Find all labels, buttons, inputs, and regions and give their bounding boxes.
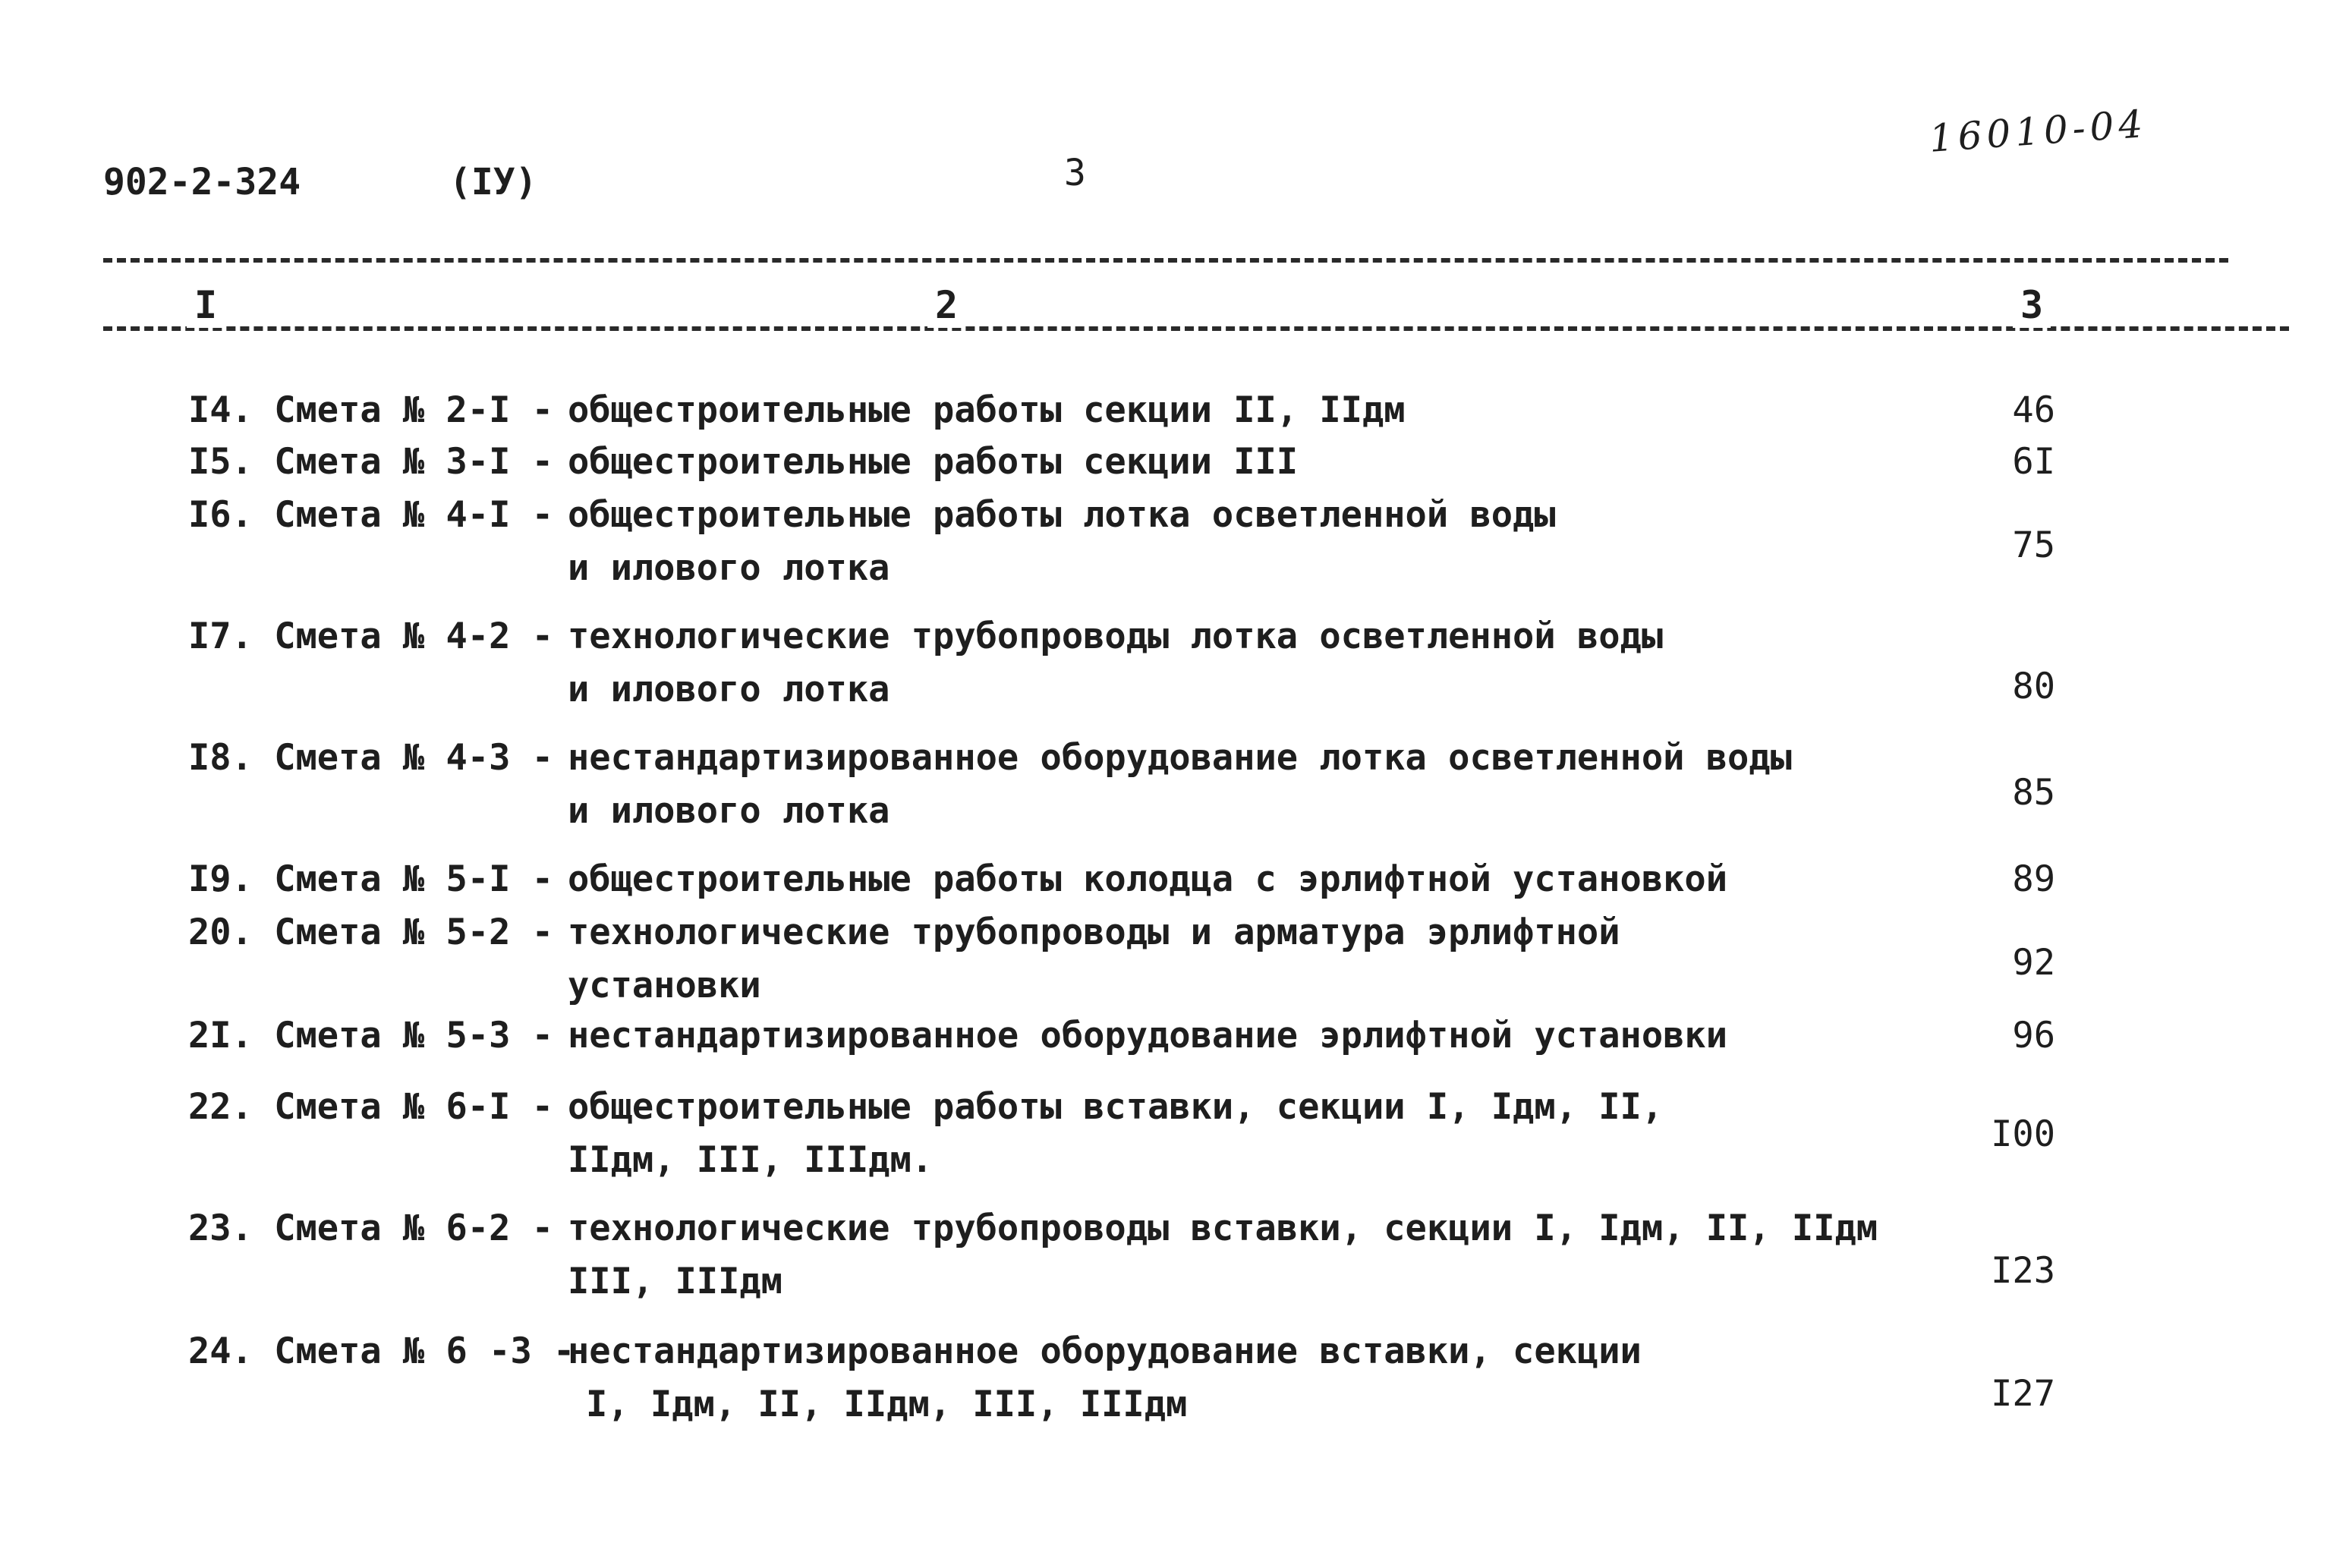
entry-estimate: Смета № 4-3 - [274,737,554,779]
entry-description: нестандартизированное оборудование лотка осветленной воды [568,737,1792,779]
entry-description: технологические трубопроводы вставки, секции I, Iдм, II, IIдм [568,1207,1878,1249]
entry-estimate: Смета № 6-2 - [274,1207,554,1249]
list-item [188,1009,2055,1063]
entry-estimate: Смета № 2-I - [274,389,554,431]
list-item [188,906,2055,1012]
entry-estimate: Смета № 4-I - [274,494,554,536]
entry-description: общестроительные работы секции III [568,441,1299,483]
entry-description: технологические трубопроводы и арматура эрлифтной [568,912,1620,953]
entry-page: I00 [1991,1113,2055,1155]
entry-page: I23 [1991,1250,2055,1292]
column-number-2: 2 [927,282,965,328]
entry-number: I5. [188,441,253,483]
column-number-3: 3 [2013,282,2051,328]
entry-page: 89 [2012,858,2055,900]
entry-description-continued: и илового лотка [568,790,890,832]
entry-description: нестандартизированное оборудование вставки, секции [568,1330,1642,1372]
entry-description: общестроительные работы вставки, секции I, Iдм, II, [568,1086,1664,1128]
entry-description-continued: I, Iдм, II, IIдм, III, IIIдм [586,1384,1188,1425]
entry-estimate: Смета № 6 -3 - [274,1330,575,1372]
entry-description: технологические трубопроводы лотка осветленной воды [568,616,1664,657]
entry-description: общестроительные работы лотка осветленной воды [568,494,1556,536]
list-item [188,1325,2055,1431]
entry-description: общестроительные работы секции II, IIдм [568,389,1406,431]
handwritten-stamp: 16010-04 [1928,101,2149,161]
entry-estimate: Смета № 5-I - [274,858,554,900]
entry-page: 75 [2012,524,2055,566]
volume-label: (IУ) [449,161,537,203]
list-item [188,436,2055,489]
list-item [188,610,2055,716]
entry-number: 2I. [188,1015,253,1056]
page-number: 3 [1064,152,1086,194]
entry-number: I6. [188,494,253,536]
entry-page: 96 [2012,1015,2055,1056]
entry-estimate: Смета № 6-I - [274,1086,554,1128]
list-item [188,489,2055,595]
list-item [188,1202,2055,1308]
entry-page: 92 [2012,942,2055,984]
entry-description-continued: и илового лотка [568,669,890,710]
column-number-1: I [187,282,225,328]
entry-number: I7. [188,616,253,657]
entry-page: I27 [1991,1373,2055,1415]
entry-description-continued: и илового лотка [568,547,890,589]
document-code: 902-2-324 [103,161,301,203]
header-rule-top [103,258,2228,263]
header-rule-bottom [103,326,2289,331]
entry-number: 24. [188,1330,253,1372]
list-item [188,853,2055,906]
entry-number: I4. [188,389,253,431]
entry-page: 6I [2012,441,2055,483]
entry-number: 22. [188,1086,253,1128]
entry-description-continued: установки [568,965,761,1006]
entry-description-continued: III, IIIдм [568,1261,782,1302]
entry-page: 85 [2012,772,2055,814]
entry-page: 46 [2012,389,2055,431]
entry-number: I8. [188,737,253,779]
entry-page: 80 [2012,666,2055,707]
entry-number: 20. [188,912,253,953]
list-item [188,732,2055,838]
entry-description: нестандартизированное оборудование эрлифтной установки [568,1015,1728,1056]
list-item [188,384,2055,437]
entry-estimate: Смета № 5-2 - [274,912,554,953]
entry-estimate: Смета № 3-I - [274,441,554,483]
entry-number: I9. [188,858,253,900]
entry-estimate: Смета № 5-3 - [274,1015,554,1056]
list-item [188,1081,2055,1187]
entry-estimate: Смета № 4-2 - [274,616,554,657]
entry-description: общестроительные работы колодца с эрлифтной установкой [568,858,1728,900]
entry-number: 23. [188,1207,253,1249]
entry-description-continued: IIдм, III, IIIдм. [568,1139,934,1181]
